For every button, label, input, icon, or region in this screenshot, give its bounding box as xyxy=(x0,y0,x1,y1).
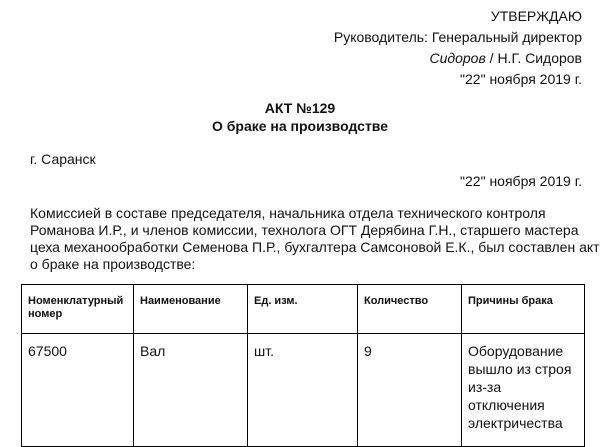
approval-heading: УТВЕРЖДАЮ xyxy=(490,8,582,24)
table-header-row xyxy=(22,285,585,334)
approval-name: / Н.Г. Сидоров xyxy=(485,50,582,66)
cell-nomenclature-number: 67500 xyxy=(22,334,134,447)
act-title: АКТ №129 xyxy=(264,100,336,116)
cell-unit: шт. xyxy=(248,334,358,447)
act-date: "22" ноября 2019 г. xyxy=(460,173,582,189)
intro-line: Романова И.Р., и членов комиссии, технолога ОГТ Дерябина Г.Н., старшего мастера xyxy=(30,222,579,238)
act-title-block xyxy=(0,99,600,135)
approval-position: Руководитель: Генеральный директор xyxy=(333,29,582,45)
header-name: Наименование xyxy=(134,285,248,334)
cell-name: Вал xyxy=(134,334,248,447)
approval-block xyxy=(334,6,582,90)
cell-quantity: 9 xyxy=(358,334,462,447)
intro-line: цеха механообработки Семенова П.Р., бухгалтера Самсоновой Е.К., был составлен акт xyxy=(30,239,600,255)
defects-table xyxy=(21,284,585,447)
city: г. Саранск xyxy=(30,151,96,167)
intro-paragraph xyxy=(30,205,600,273)
approval-date: "22" ноября 2019 г. xyxy=(460,71,582,87)
header-unit: Ед. изм. xyxy=(248,285,358,334)
header-quantity: Количество xyxy=(358,285,462,334)
cell-defect-reason: Оборудование вышло из строя из-за отключения электричества xyxy=(462,334,585,447)
header-defect-reason: Причины брака xyxy=(462,285,585,334)
intro-line: о браке на производстве: xyxy=(30,256,196,272)
approval-signature-line xyxy=(334,48,582,69)
header-nomenclature-number: Номенклатурный номер xyxy=(22,285,134,334)
act-subtitle: О браке на производстве xyxy=(211,118,389,134)
intro-line: Комиссией в составе председателя, начальника отдела технического контроля xyxy=(30,205,546,221)
table-row xyxy=(22,334,585,447)
approval-signature: Сидоров xyxy=(429,50,486,66)
